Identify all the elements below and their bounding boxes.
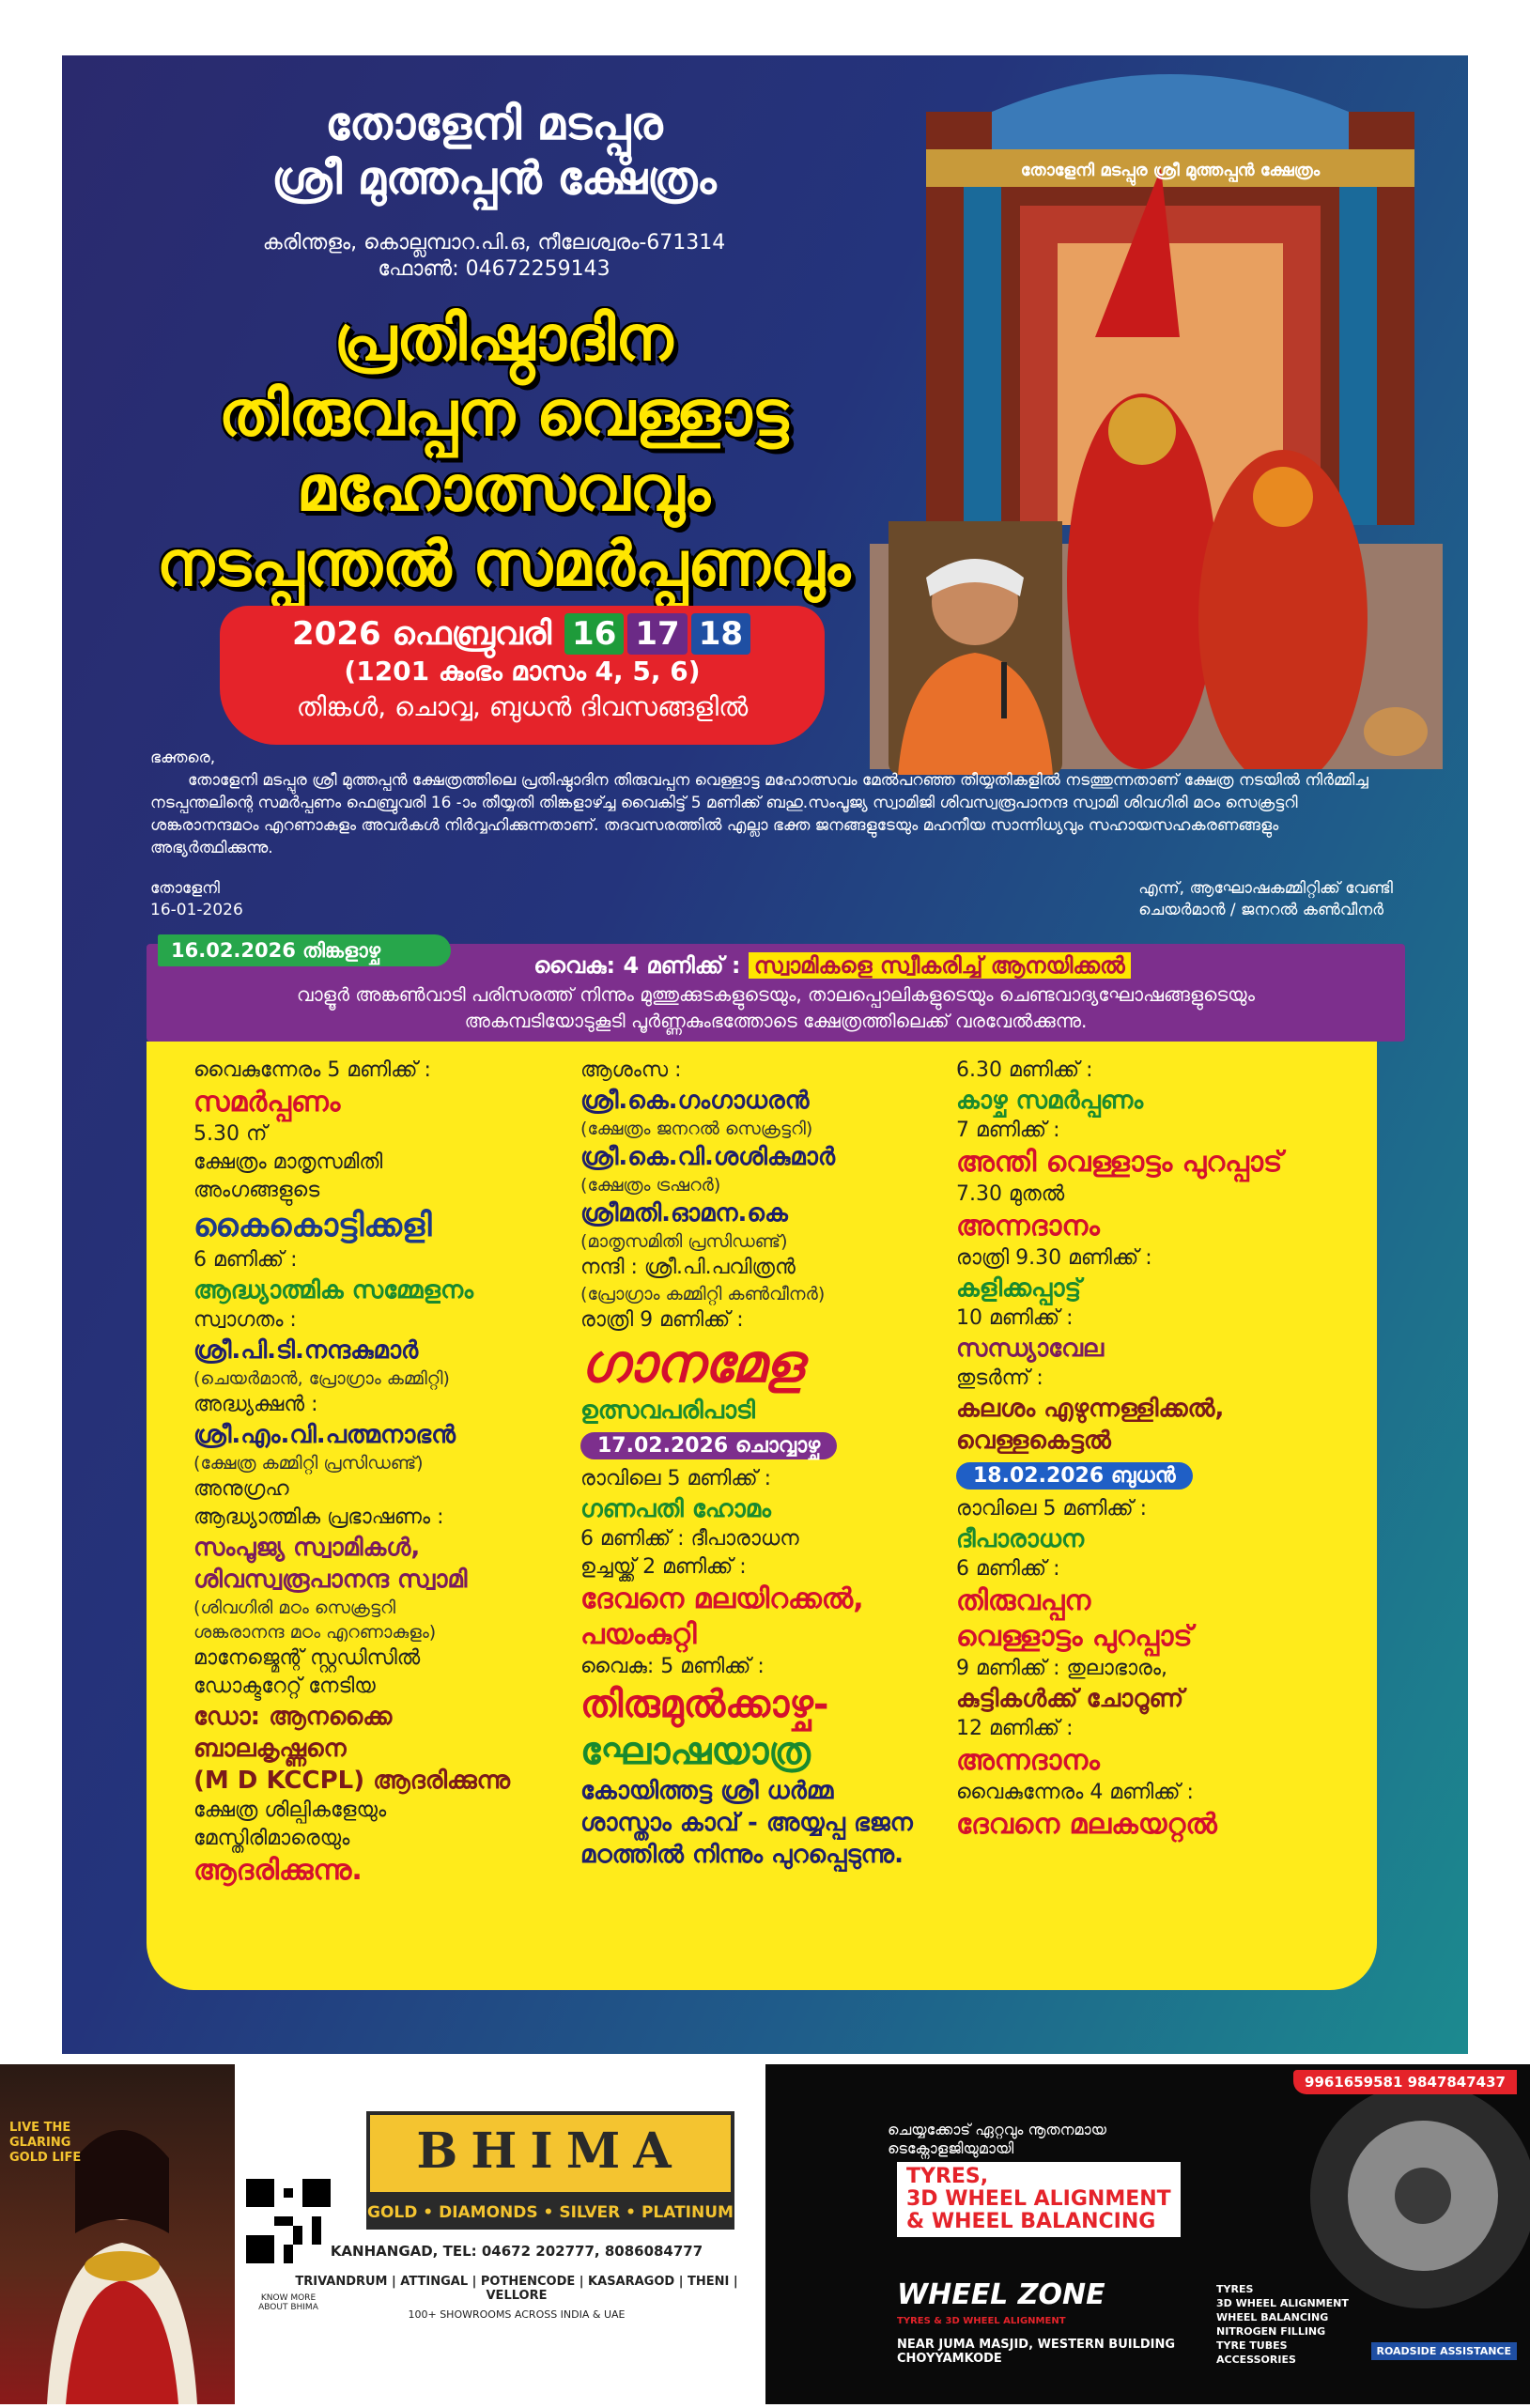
date-line xyxy=(220,613,825,655)
program-line: കാഴ്ച സമർപ്പണം xyxy=(956,1087,1144,1115)
program-line: അന്തി വെള്ളാട്ടം പുറപ്പാട് xyxy=(956,1146,1283,1179)
program-line: ഡോ: ആനക്കൈ xyxy=(193,1703,393,1731)
program-line: മേസ്തിരിമാരെയും xyxy=(193,1827,350,1850)
advertisement-bar xyxy=(0,2064,1530,2404)
date-box xyxy=(220,606,825,745)
date-chip-16: 16 xyxy=(564,613,624,655)
festival-title-line1: പ്രതിഷ്ഠാദിന xyxy=(333,302,673,375)
program-line: ഘോഷയാത്ര xyxy=(580,1730,811,1773)
festival-title-line4: നടപ്പന്തൽ സമർപ്പണവും xyxy=(156,528,851,600)
program-line: കുട്ടികൾക്ക് ചോറൂണ് xyxy=(956,1685,1184,1713)
letter-greeting: ഭക്തരെ, xyxy=(150,749,216,767)
program-line: ക്ഷേത്ര ശില്പികളേയും xyxy=(193,1798,387,1822)
signature-line1: എന്ന്, ആഘോഷകമ്മിറ്റിക്ക് വേണ്ടി xyxy=(1138,879,1393,898)
program-line: സമർപ്പണം xyxy=(193,1086,341,1119)
program-line: (ക്ഷേത്ര കമ്മിറ്റി പ്രസിഡണ്ട്) xyxy=(193,1453,424,1474)
bhima-model-photo xyxy=(0,2064,235,2404)
letter-signature xyxy=(1138,878,1393,921)
program-line: കോയിത്തട്ട ശ്രീ ധർമ്മ xyxy=(580,1777,834,1805)
wz-service-5: ACCESSORIES xyxy=(1216,2354,1296,2366)
qr-label: KNOW MORE ABOUT BHIMA xyxy=(258,2293,318,2312)
wz-service-1: 3D WHEEL ALIGNMENT xyxy=(1216,2297,1349,2309)
program-line: നന്ദി : ശ്രീ.പി.പവിത്രൻ xyxy=(580,1256,796,1279)
program-line: ഗാനമേള xyxy=(580,1334,803,1395)
program-line: 12 മണിക്ക് : xyxy=(956,1717,1074,1740)
program-line: സംപൂജ്യ സ്വാമികൾ, xyxy=(193,1534,421,1562)
program-line: വെള്ളാട്ടം പുറപ്പാട് xyxy=(956,1620,1193,1653)
program-line: തുടർന്ന് : xyxy=(956,1366,1043,1390)
wz-logo-sub: TYRES & 3D WHEEL ALIGNMENT xyxy=(897,2316,1066,2326)
bhima-phone: KANHANGAD, TEL: 04672 202777, 8086084777 xyxy=(330,2243,703,2260)
date-chip-17: 17 xyxy=(627,613,687,655)
program-line: രാത്രി 9.30 മണിക്ക് : xyxy=(956,1246,1152,1270)
bhima-branches: TRIVANDRUM | ATTINGAL | POTHENCODE | KASARAGOD | THENI | VELLORE xyxy=(295,2275,738,2303)
wz-tyres-line1: TYRES, xyxy=(906,2165,989,2188)
program-line: ദേവനെ മലകയറ്റൽ xyxy=(956,1808,1217,1841)
program-line: (ക്ഷേത്രം ജനറൽ സെക്രട്ടറി) xyxy=(580,1119,813,1139)
program-line: (പ്രോഗ്രാം കമ്മിറ്റി കൺവീനർ) xyxy=(580,1284,826,1304)
temple-name-line1: തോളേനി മടപ്പുര xyxy=(325,98,663,150)
program-line: 6.30 മണിക്ക് : xyxy=(956,1058,1093,1082)
program-line: ശ്രീമതി.ഓമന.കെ xyxy=(580,1199,788,1227)
day1-date-tag: 16.02.2026 തിങ്കളാഴ്ച xyxy=(158,934,451,966)
festival-poster xyxy=(62,55,1468,2054)
program-line: അനുഗ്രഹ xyxy=(193,1477,289,1501)
program-line: (ക്ഷേത്രം ട്രഷറർ) xyxy=(580,1175,721,1196)
wheel-zone-service-list xyxy=(1216,2282,1349,2367)
letter-body: തോളേനി മടപ്പുര ശ്രീ മുത്തപ്പൻ ക്ഷേത്രത്തിലെ പ്രതിഷ്ഠാദിന തിരുവപ്പന വെള്ളാട്ട മഹോത്സവം മേൽപറഞ്ഞ തീയ്യതികളിൽ നടത്തുന്നതാണ് ക്ഷേത്ര നടയിൽ നിർമ്മിച്ച നടപ്പന്തലിന്റെ സമർപ്പണം ഫെബ്രുവരി 16 -ാം തീയ്യതി തിങ്കളാഴ്ച്ച വൈകിട്ട് 5 മണിക്ക് ബഹു.സംപൂജ്യ സ്വാമിജി ശിവസ്വരൂപാനന്ദ സ്വാമി ശിവഗിരി മഠം സെക്രട്ടറി ശങ്കരാനന്ദമഠം എറണാകുളം അവർകൾ നിർവ്വഹിക്കുന്നതാണ്. തദവസരത്തിൽ എല്ലാ ഭക്ത ജനങ്ങളുടേയും മഹനീയ സാന്നിധ്യവും സഹായസഹകരണങ്ങളും അഭ്യർത്ഥിക്കുന്നു. xyxy=(150,771,1368,857)
program-line: ശ്രീ.കെ.ഗംഗാധരൻ xyxy=(580,1087,810,1115)
bhima-jewellery-ad[interactable] xyxy=(0,2064,751,2404)
program-line: രാവിലെ 5 മണിക്ക് : xyxy=(580,1467,772,1490)
malayalam-date: (1201 കുംഭം മാസം 4, 5, 6) xyxy=(344,656,701,687)
program-line: സ്വാഗതം : xyxy=(193,1308,297,1332)
bhima-showrooms: 100+ SHOWROOMS ACROSS INDIA & UAE xyxy=(408,2308,626,2321)
wheel-zone-services-headline xyxy=(897,2162,1181,2237)
program-line: രാത്രി 9 മണിക്ക് : xyxy=(580,1308,744,1332)
program-line: ശങ്കരാനന്ദ മഠം എറണാകുളം) xyxy=(193,1622,437,1643)
program-line: ദീപാരാധന xyxy=(956,1525,1085,1553)
program-line: 6 മണിക്ക് : ദീപാരാധന xyxy=(580,1527,799,1551)
program-line: 7.30 മുതൽ xyxy=(956,1182,1065,1206)
festival-title-line2: തിരുവപ്പന വെള്ളാട്ട xyxy=(218,378,789,450)
day-date-chip: 18.02.2026 ബുധൻ xyxy=(956,1462,1193,1490)
address-line: കരിന്തളം, കൊല്ലമ്പാറ.പി.ഒ, നീലേശ്വരം-671314 xyxy=(262,231,726,255)
program-line: മാനേജ്മെന്റ് സ്റ്റഡിസിൽ xyxy=(193,1646,421,1670)
program-line: (മാതൃസമിതി പ്രസിഡണ്ട്) xyxy=(580,1231,788,1252)
festival-title-line3: മഹോത്സവവും xyxy=(296,453,711,525)
wheel-zone-ad[interactable] xyxy=(765,2064,1530,2404)
reception-time: വൈകു: 4 മണിക്ക് : xyxy=(533,952,741,979)
program-line: തിരുവപ്പന xyxy=(956,1584,1091,1617)
program-line: വെള്ളകെട്ടൽ xyxy=(956,1427,1111,1455)
program-line: (ചെയർമാൻ, പ്രോഗ്രാം കമ്മിറ്റി) xyxy=(193,1368,450,1389)
temple-name-line2: ശ്രീ മുത്തപ്പൻ ക്ഷേത്രം xyxy=(271,152,717,205)
program-line: (M D KCCPL) ആദരിക്കുന്നു xyxy=(193,1767,511,1795)
wheel-zone-logo: WHEEL ZONE xyxy=(897,2278,1105,2311)
program-line: അദ്ധ്യക്ഷൻ : xyxy=(193,1393,318,1416)
program-line: അന്നദാനം xyxy=(956,1744,1100,1777)
day-date-chip-row xyxy=(580,1427,956,1465)
program-line: കളിക്കപ്പാട്ട് xyxy=(956,1274,1082,1303)
bhima-tagline: LIVE THE GLARING GOLD LIFE xyxy=(9,2121,82,2165)
program-line: ദേവനെ മലയിറക്കൽ, xyxy=(580,1582,864,1615)
program-line: രാവിലെ 5 മണിക്ക് : xyxy=(956,1497,1148,1520)
program-line: ഗണപതി ഹോമം xyxy=(580,1495,771,1523)
program-line: വൈകുന്നേരം 5 മണിക്ക് : xyxy=(193,1058,431,1082)
program-line: ശാസ്താം കാവ് - അയ്യപ്പ ഭജന xyxy=(580,1809,913,1837)
program-line: ശിവസ്വരൂപാനന്ദ സ്വാമി xyxy=(193,1566,468,1594)
roadside-assistance-badge: ROADSIDE ASSISTANCE xyxy=(1371,2342,1518,2360)
wheel-zone-phones: 9961659581 9847847437 xyxy=(1293,2070,1517,2094)
wz-location: NEAR JUMA MASJID, WESTERN BUILDING CHOYYAMKODE xyxy=(897,2338,1176,2366)
program-line: പയംകുറ്റി xyxy=(580,1618,697,1651)
reception-description xyxy=(147,981,1405,1034)
program-line: സന്ധ്യാവേല xyxy=(956,1335,1105,1363)
reception-desc-line1: വാളൂർ അങ്കൺവാടി പരിസരത്ത് നിന്നും മുത്തുക്കുടകളുടെയും, താലപ്പൊലികളുടെയും ചെണ്ടവാദ്യഘോഷങ്ങളുടെയും xyxy=(296,983,1256,1006)
wheel-zone-heading-line1: ചെയ്യക്കോട് ഏറ്റവും നൂതനമായ xyxy=(888,2121,1106,2138)
program-line: 6 മണിക്ക് : xyxy=(956,1557,1060,1581)
temple-board-text: തോളേനി മടപ്പുര ശ്രീ മുത്തപ്പൻ ക്ഷേത്രം xyxy=(1020,161,1321,180)
program-line: 10 മണിക്ക് : xyxy=(956,1306,1074,1330)
program-line: അംഗങ്ങളുടെ xyxy=(193,1179,320,1202)
letter-date: 16-01-2026 xyxy=(150,901,243,919)
program-line: ശ്രീ.പി.ടി.നന്ദകുമാർ xyxy=(193,1336,419,1365)
program-line: മഠത്തിൽ നിന്നും പുറപ്പെടുന്നു. xyxy=(580,1841,904,1869)
day-date-chip: 17.02.2026 ചൊവ്വാഴ്ച xyxy=(580,1432,837,1459)
letter-place-date xyxy=(150,878,243,921)
signature-line2: ചെയർമാൻ / ജനറൽ കൺവീനർ xyxy=(1138,901,1384,919)
temple-address xyxy=(231,230,757,283)
reception-event: സ്വാമികളെ സ്വീകരിച്ച് ആനയിക്കൽ xyxy=(749,952,1131,979)
program-line: തിരുമുൽക്കാഴ്ച- xyxy=(580,1683,829,1726)
program-line: വൈകുന്നേരം 4 മണിക്ക് : xyxy=(956,1781,1194,1804)
festival-title xyxy=(147,301,860,602)
program-column-2 xyxy=(580,1057,956,1871)
program-line: ആദ്ധ്യാത്മിക പ്രഭാഷണം : xyxy=(193,1505,444,1529)
program-line: 5.30 ന് xyxy=(193,1122,268,1146)
program-line: അന്നദാനം xyxy=(956,1210,1100,1243)
wheel-zone-heading-line2: ടെക്നോളജിയുമായി xyxy=(888,2139,1014,2157)
program-line: ശ്രീ.കെ.വി.ശശികുമാർ xyxy=(580,1143,836,1171)
wz-service-0: TYRES xyxy=(1216,2283,1254,2295)
day-date-chip-row xyxy=(956,1457,1351,1495)
date-chip-18: 18 xyxy=(691,613,750,655)
phone-line: ഫോൺ: 04672259143 xyxy=(378,257,610,281)
program-line: വൈകു: 5 മണിക്ക് : xyxy=(580,1655,765,1678)
program-schedule xyxy=(147,1042,1377,1990)
program-line: ഉച്ചയ്ക്ക് 2 മണിക്ക് : xyxy=(580,1555,747,1579)
swami-portrait xyxy=(889,521,1062,775)
program-column-3 xyxy=(956,1057,1351,1843)
invitation-letter xyxy=(150,747,1399,859)
wz-service-4: TYRE TUBES xyxy=(1216,2339,1288,2352)
festival-days: തിങ്കൾ, ചൊവ്വ, ബുധൻ ദിവസങ്ങളിൽ xyxy=(296,691,749,722)
wz-tyres-line2: 3D WHEEL ALIGNMENT xyxy=(906,2187,1171,2211)
program-line: (ശിവഗിരി മഠം സെക്രട്ടറി xyxy=(193,1598,395,1618)
program-line: 7 മണിക്ക് : xyxy=(956,1119,1060,1142)
date-prefix: 2026 ഫെബ്രുവരി xyxy=(291,615,552,653)
wheel-zone-subtitle xyxy=(897,2316,1198,2366)
program-line: ക്ഷേത്രം മാതൃസമിതി xyxy=(193,1150,383,1174)
program-line: ആദരിക്കുന്നു. xyxy=(193,1854,363,1887)
wz-tyres-line3: & WHEEL BALANCING xyxy=(906,2210,1156,2233)
wz-service-2: WHEEL BALANCING xyxy=(1216,2311,1329,2323)
letter-place: തോളേനി xyxy=(150,879,220,898)
program-column-1 xyxy=(193,1057,588,1889)
program-line: 9 മണിക്ക് : തുലാഭാരം, xyxy=(956,1657,1167,1680)
wz-service-3: NITROGEN FILLING xyxy=(1216,2325,1326,2338)
bhima-products: GOLD • DIAMONDS • SILVER • PLATINUM xyxy=(366,2196,734,2230)
program-line: ആശംസ : xyxy=(580,1058,682,1082)
program-line: കൈകൊട്ടിക്കളി xyxy=(193,1207,432,1244)
program-line: 6 മണിക്ക് : xyxy=(193,1248,298,1272)
program-line: ബാലകൃഷ്ണനെ xyxy=(193,1735,347,1763)
program-line: ആദ്ധ്യാത്മിക സമ്മേളനം xyxy=(193,1276,473,1304)
bhima-logo-text: BHIMA xyxy=(416,2122,685,2180)
reception-desc-line2: അകമ്പടിയോടുകൂടി പൂർണ്ണകുംഭത്തോടെ ക്ഷേത്രത്തിലെക്ക് വരവേൽക്കുന്നു. xyxy=(464,1010,1088,1032)
program-line: ഡോക്ടറേറ്റ് നേടിയ xyxy=(193,1675,376,1698)
program-line: കലശം എഴുന്നള്ളിക്കൽ, xyxy=(956,1395,1225,1423)
program-line: ഉത്സവപരിപാടി xyxy=(580,1397,755,1425)
temple-name xyxy=(231,97,757,206)
program-line: ശ്രീ.എം.വി.പത്മനാഭൻ xyxy=(193,1421,456,1449)
wheel-zone-heading xyxy=(888,2121,1106,2158)
